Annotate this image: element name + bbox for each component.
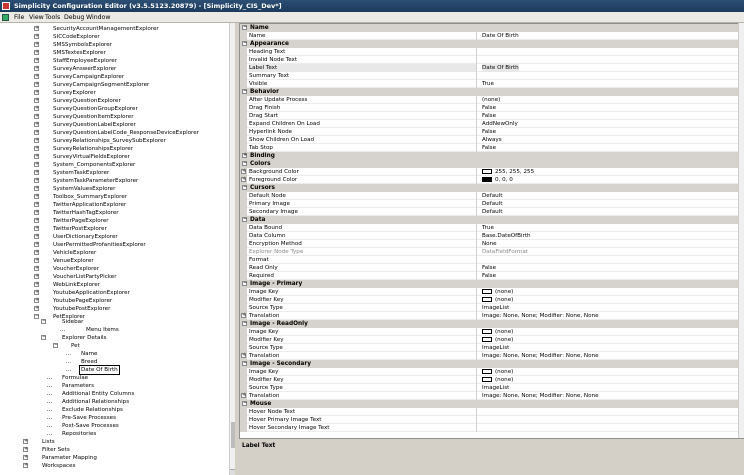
tree-label: VoucherListPartyPicker <box>53 274 117 280</box>
tree-label: TwitterPostExplorer <box>53 226 107 232</box>
property-row-read-only[interactable]: Read Only False <box>240 264 743 272</box>
expand-icon[interactable]: + <box>242 168 247 174</box>
category-cursors[interactable]: − Cursors <box>240 184 743 192</box>
property-row-default-node[interactable]: Default Node Default <box>240 192 743 200</box>
property-row-modifier-key[interactable]: Modifier Key (none) <box>240 336 743 344</box>
tree-connector <box>66 362 71 363</box>
expand-icon[interactable]: + <box>242 352 247 358</box>
tree-connector <box>47 402 52 403</box>
image-preview-box <box>482 377 492 382</box>
tree-label: SurveyExplorer <box>53 90 96 96</box>
expand-icon[interactable]: + <box>35 305 40 311</box>
expand-icon[interactable]: + <box>35 241 40 247</box>
tree-label: Parameter Mapping <box>42 455 97 461</box>
tree-label: UserDictionaryExplorer <box>53 234 118 240</box>
tree-label: SurveyQuestionExplorer <box>53 98 121 104</box>
expand-icon[interactable]: + <box>35 249 40 255</box>
property-row-format[interactable]: Format <box>240 256 743 264</box>
property-row-primary-image[interactable]: Primary Image Default <box>240 200 743 208</box>
property-row-after-update[interactable]: After Update Process (none) <box>240 96 743 104</box>
tree-label: WebLinkExplorer <box>53 282 100 288</box>
tree-connector <box>47 434 52 435</box>
tree-label: YoutubeApplicationExplorer <box>53 290 130 296</box>
app-icon <box>2 2 10 10</box>
expand-icon[interactable]: + <box>35 33 40 39</box>
expand-icon[interactable]: + <box>35 145 40 151</box>
menu-window[interactable]: Window <box>86 14 111 21</box>
tree-connector <box>47 410 52 411</box>
expand-icon[interactable]: + <box>35 81 40 87</box>
property-row-secondary-image[interactable]: Secondary Image Default <box>240 208 743 216</box>
expand-icon[interactable]: + <box>35 265 40 271</box>
property-row-source-type[interactable]: Source Type ImageList <box>240 304 743 312</box>
tree-label: YoutubePostExplorer <box>53 306 111 312</box>
category-colors[interactable]: − Colors <box>240 160 743 168</box>
image-preview-box <box>482 289 492 294</box>
category-image-readonly[interactable]: − Image - ReadOnly <box>240 320 743 328</box>
tree-label: SurveyQuestionLabelCode_ResponseDeviceExplorer <box>53 130 199 136</box>
expand-icon[interactable]: + <box>35 41 40 47</box>
property-row-visible[interactable]: Visible True <box>240 80 743 88</box>
menu-view[interactable]: View <box>29 14 44 21</box>
expand-icon[interactable]: + <box>35 257 40 263</box>
tree-connector <box>47 378 52 379</box>
expand-icon[interactable]: + <box>35 201 40 207</box>
expand-icon[interactable]: + <box>35 193 40 199</box>
tree-label: SurveyQuestionGroupExplorer <box>53 106 138 112</box>
expand-icon[interactable]: + <box>35 161 40 167</box>
image-preview-box <box>482 337 492 342</box>
tree-label: SurveyRelationshipsExplorer <box>53 146 134 152</box>
expand-icon[interactable]: + <box>35 25 40 31</box>
color-swatch <box>482 177 492 182</box>
tree-label: SystemTaskExplorer <box>53 170 110 176</box>
property-row-explorer-node-type: Explorer Node Type DataFieldFormat <box>240 248 743 256</box>
tree-label: SurveyQuestionItemExplorer <box>53 114 134 120</box>
property-row-data-column[interactable]: Data Column Base.DateOfBirth <box>240 232 743 240</box>
tree-connector <box>60 330 65 331</box>
tree-label: Breed <box>81 359 98 365</box>
expand-icon[interactable]: + <box>242 392 247 398</box>
tree-label: SMSSymbolsExplorer <box>53 42 112 48</box>
property-row-background-color[interactable]: + Background Color 255, 255, 255 <box>240 168 743 176</box>
explorer-tree[interactable] <box>0 23 235 475</box>
tree-label: SurveyQuestionLabelExplorer <box>53 122 136 128</box>
property-row-name[interactable]: Name Date Of Birth <box>240 32 743 40</box>
tree-label: TwitterHashTagExplorer <box>53 210 119 216</box>
tree-connector <box>66 354 71 355</box>
expand-icon[interactable]: + <box>35 97 40 103</box>
tree-label: Formulae <box>62 375 89 381</box>
property-row-label-text[interactable]: Label Text Date Of Birth <box>240 64 743 72</box>
expand-icon[interactable]: + <box>35 177 40 183</box>
property-row-translation[interactable]: + Translation Image: None, None; Modifier: None, None <box>240 392 743 400</box>
collapse-icon[interactable]: − <box>42 334 47 340</box>
tree-label: PetExplorer <box>53 314 86 320</box>
expand-icon[interactable]: + <box>35 185 40 191</box>
property-row-invalid-node-text[interactable]: Invalid Node Text <box>240 56 743 64</box>
collapse-icon[interactable]: − <box>243 88 248 94</box>
title-bar <box>0 0 744 12</box>
tree-label: Post-Save Processes <box>62 423 119 429</box>
tree-label: Filter Sets <box>42 447 70 453</box>
property-row-heading-text[interactable]: Heading Text <box>240 48 743 56</box>
collapse-icon[interactable]: − <box>243 360 248 366</box>
expand-icon[interactable]: + <box>24 462 29 468</box>
tree-label: Additional Relationships <box>62 399 130 405</box>
expand-icon[interactable]: + <box>35 65 40 71</box>
expand-icon[interactable]: + <box>35 217 40 223</box>
expand-icon[interactable]: + <box>35 153 40 159</box>
property-row-translation[interactable]: + Translation Image: None, None; Modifier: None, None <box>240 312 743 320</box>
expand-icon[interactable]: + <box>35 281 40 287</box>
tree-label: Sidebar <box>62 319 84 325</box>
tree-label: VenueExplorer <box>53 258 94 264</box>
tree-label: VoucherExplorer <box>53 266 100 272</box>
property-row-drag-finish[interactable]: Drag Finish False <box>240 104 743 112</box>
collapse-icon[interactable]: − <box>243 320 248 326</box>
property-row-expand-children[interactable]: Expand Children On Load AddNewOnly <box>240 120 743 128</box>
collapse-icon[interactable]: − <box>243 24 248 30</box>
category-name[interactable]: − Name <box>240 24 743 32</box>
collapse-icon[interactable]: − <box>243 280 248 286</box>
property-grid[interactable] <box>239 23 744 475</box>
expand-icon[interactable]: + <box>24 438 29 444</box>
tree-label: SystemValuesExplorer <box>53 186 116 192</box>
expand-icon[interactable]: + <box>35 73 40 79</box>
tree-connector <box>47 386 52 387</box>
property-row-image-key[interactable]: Image Key (none) <box>240 288 743 296</box>
property-row-data-bound[interactable]: Data Bound True <box>240 224 743 232</box>
tree-connector <box>66 370 71 371</box>
category-binding[interactable]: + Binding <box>240 152 743 160</box>
tree-connector <box>47 394 52 395</box>
tree-connector <box>47 418 52 419</box>
expand-icon[interactable]: + <box>35 105 40 111</box>
property-row-hyperlink-node[interactable]: Hyperlink Node False <box>240 128 743 136</box>
description-title: Label Text <box>242 443 276 449</box>
expand-icon[interactable]: + <box>35 89 40 95</box>
expand-icon[interactable]: + <box>35 49 40 55</box>
collapse-icon[interactable]: − <box>54 342 59 348</box>
property-grid-scrollbar[interactable] <box>738 23 744 438</box>
tree-label: UserPermittedProfanitiesExplorer <box>53 242 146 248</box>
description-pane <box>239 438 744 475</box>
expand-icon[interactable]: + <box>35 169 40 175</box>
property-row-encryption-method[interactable]: Encryption Method None <box>240 240 743 248</box>
expand-icon[interactable]: + <box>35 209 40 215</box>
expand-icon[interactable]: + <box>35 297 40 303</box>
property-row-hover-node-text[interactable]: Hover Node Text <box>240 408 743 416</box>
image-preview-box <box>482 369 492 374</box>
tree-label: TwitterPageExplorer <box>53 218 109 224</box>
expand-icon[interactable]: + <box>35 113 40 119</box>
expand-icon[interactable]: + <box>35 137 40 143</box>
tree-label: Pet <box>71 343 80 349</box>
tree-label: SurveyRelationships_SurveySubExplorer <box>53 138 166 144</box>
tree-label: Lists <box>42 439 55 445</box>
expand-icon[interactable]: + <box>35 273 40 279</box>
expand-icon[interactable]: + <box>35 57 40 63</box>
menu-tools[interactable]: Tools <box>45 14 61 21</box>
tree-label: Explorer Details <box>62 335 107 341</box>
menu-debug[interactable]: Debug <box>64 14 85 21</box>
expand-icon[interactable]: + <box>35 289 40 295</box>
tree-label: SurveyCampaignSegmentExplorer <box>53 82 150 88</box>
category-behavior[interactable]: − Behavior <box>240 88 743 96</box>
collapse-icon[interactable]: − <box>243 216 248 222</box>
property-row-required[interactable]: Required False <box>240 272 743 280</box>
menu-bar <box>0 12 744 23</box>
property-row-source-type[interactable]: Source Type ImageList <box>240 344 743 352</box>
tree-label: Toolbox_SummaryExplorer <box>53 194 128 200</box>
tree-label: TwitterApplicationExplorer <box>53 202 127 208</box>
category-image-secondary[interactable]: − Image - Secondary <box>240 360 743 368</box>
category-appearance[interactable]: − Appearance <box>240 40 743 48</box>
tree-label: Exclude Relationships <box>62 407 123 413</box>
tree-label: SurveyVirtualFieldsExplorer <box>53 154 130 160</box>
category-data[interactable]: − Data <box>240 216 743 224</box>
expand-icon[interactable]: + <box>243 152 248 158</box>
property-row-modifier-key[interactable]: Modifier Key (none) <box>240 296 743 304</box>
property-row-summary-text[interactable]: Summary Text <box>240 72 743 80</box>
tree-label: StaffEmployeeExplorer <box>53 58 118 64</box>
collapse-icon[interactable]: − <box>243 160 248 166</box>
document-icon[interactable] <box>2 14 9 21</box>
property-row-hover-secondary-image-text[interactable]: Hover Secondary Image Text <box>240 424 743 432</box>
expand-icon[interactable]: + <box>35 121 40 127</box>
tree-label: Pre-Save Processes <box>62 415 116 421</box>
category-image-primary[interactable]: − Image - Primary <box>240 280 743 288</box>
expand-icon[interactable]: + <box>242 176 247 182</box>
window-title: Simplicity Configuration Editor (v3.5.5123.20879) - [Simplicity_CIS_Dev*] <box>14 2 282 10</box>
collapse-icon[interactable]: − <box>243 184 248 190</box>
collapse-icon[interactable]: − <box>42 318 47 324</box>
tree-connector <box>47 426 52 427</box>
color-swatch <box>482 169 492 174</box>
property-row-show-children[interactable]: Show Children On Load Always <box>240 136 743 144</box>
image-preview-box <box>482 329 492 334</box>
expand-icon[interactable]: + <box>24 454 29 460</box>
expand-icon[interactable]: + <box>35 129 40 135</box>
property-row-foreground-color[interactable]: + Foreground Color 0, 0, 0 <box>240 176 743 184</box>
property-row-image-key[interactable]: Image Key (none) <box>240 368 743 376</box>
image-preview-box <box>482 297 492 302</box>
expand-icon[interactable]: + <box>24 446 29 452</box>
collapse-icon[interactable]: − <box>243 40 248 46</box>
property-row-translation[interactable]: + Translation Image: None, None; Modifier: None, None <box>240 352 743 360</box>
tree-label: VehicleExplorer <box>53 250 97 256</box>
property-row-modifier-key[interactable]: Modifier Key (none) <box>240 376 743 384</box>
tree-label: SurveyCampaignExplorer <box>53 74 125 80</box>
property-row-tab-stop[interactable]: Tab Stop False <box>240 144 743 152</box>
tree-label-selected[interactable]: Date Of Birth <box>81 367 118 373</box>
tree-label: Parameters <box>62 383 95 389</box>
tree-label: System_ComponentsExplorer <box>53 162 136 168</box>
tree-label: YoutubePageExplorer <box>53 298 113 304</box>
category-mouse[interactable]: − Mouse <box>240 400 743 408</box>
tree-label: Workspaces <box>42 463 76 469</box>
tree-label: Additional Entity Columns <box>62 391 135 397</box>
property-row-hover-primary-image-text[interactable]: Hover Primary Image Text <box>240 416 743 424</box>
menu-file[interactable]: File <box>14 14 25 21</box>
expand-icon[interactable]: + <box>35 233 40 239</box>
tree-label: Menu Items <box>86 327 119 333</box>
tree-label: SMSTextesExplorer <box>53 50 106 56</box>
collapse-icon[interactable]: − <box>243 400 248 406</box>
property-row-image-key[interactable]: Image Key (none) <box>240 328 743 336</box>
expand-icon[interactable]: + <box>242 312 247 318</box>
tree-label: Repositories <box>62 431 97 437</box>
tree-label: SurveyAnswerExplorer <box>53 66 117 72</box>
tree-label: SICCodeExplorer <box>53 34 100 40</box>
tree-label: SystemTaskParameterExplorer <box>53 178 139 184</box>
collapse-icon[interactable]: − <box>35 313 40 319</box>
property-row-source-type[interactable]: Source Type ImageList <box>240 384 743 392</box>
tree-label: SecurityAccountManagementExplorer <box>53 26 159 32</box>
expand-icon[interactable]: + <box>35 225 40 231</box>
property-row-drag-start[interactable]: Drag Start False <box>240 112 743 120</box>
tree-label: Name <box>81 351 98 357</box>
